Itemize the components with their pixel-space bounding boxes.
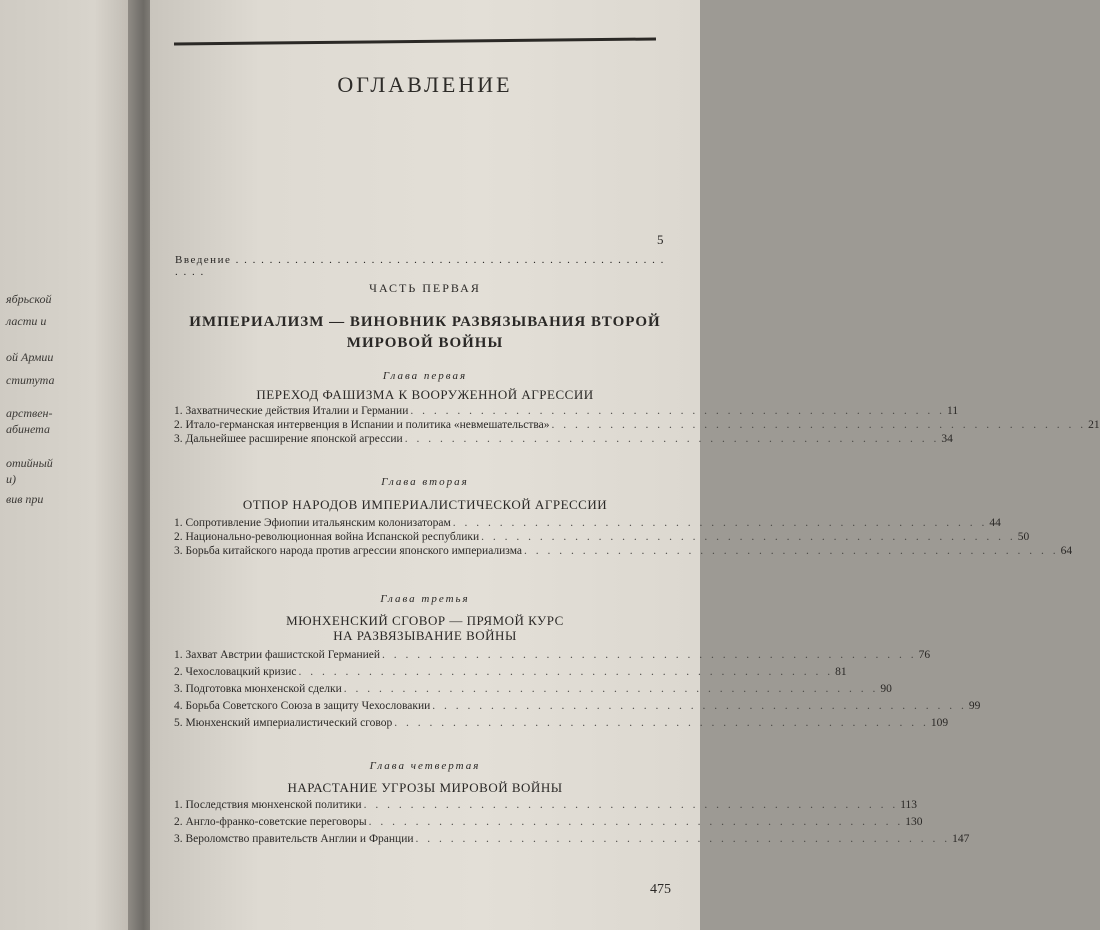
left-page-fragment: ласти и: [6, 314, 47, 328]
leader-dots: . . . . . . . . . . . . . . . . . . . . . . . . . . . . . . . . . . . . . . . . . . . . . .: [382, 649, 917, 661]
entry-title: 1. Захватнические действия Италии и Германии: [174, 405, 409, 417]
entry-title: 3. Подготовка мюнхенской сделки: [174, 683, 342, 695]
left-page-fragment: ой Армии: [6, 350, 54, 364]
entry-title: 3. Борьба китайского народа против агрессии японского империализма: [174, 545, 522, 557]
chapter-title-line: НА РАЗВЯЗЫВАНИЕ ВОЙНЫ: [333, 628, 517, 643]
leader-dots: . . . . . . . . . . . . . . . . . . . . . . . . . . . . . . . . . . . . . . . . . . . . . . . . . . . . . . .: [175, 254, 665, 278]
leader-dots: . . . . . . . . . . . . . . . . . . . . . . . . . . . . . . . . . . . . . . . . . . . . . .: [298, 666, 834, 678]
entry-title: 2. Англо-франко-советские переговоры: [174, 816, 367, 828]
entry-page: 109: [930, 717, 949, 729]
leader-dots: . . . . . . . . . . . . . . . . . . . . . . . . . . . . . . . . . . . . . . . . . . . . . .: [481, 531, 1016, 543]
chapter-label: Глава третья: [380, 593, 470, 605]
contents-page: [150, 0, 1100, 930]
intro-entry: [175, 254, 670, 278]
left-page-fragment: абинета: [6, 422, 50, 436]
top-rule: [174, 37, 656, 45]
entry-page: 90: [880, 683, 892, 695]
toc-entry: [174, 432, 953, 446]
left-page-fragment: и): [6, 472, 16, 486]
toc-entry: [174, 418, 1100, 432]
chapter-entries: [174, 648, 981, 730]
entry-page: 147: [952, 833, 970, 845]
chapter-title: [150, 613, 700, 643]
chapter-label: Глава первая: [382, 370, 468, 382]
entry-page: 34: [941, 433, 953, 445]
toc-entry: [174, 404, 959, 418]
part-label: ЧАСТЬ ПЕРВАЯ: [369, 281, 481, 295]
leader-dots: . . . . . . . . . . . . . . . . . . . . . . . . . . . . . . . . . . . . . . . . . . . . . .: [551, 419, 1087, 431]
intro-label: Введение: [175, 254, 232, 266]
leader-dots: . . . . . . . . . . . . . . . . . . . . . . . . . . . . . . . . . . . . . . . . . . . . . .: [368, 816, 904, 828]
entry-title: 2. Национально-революционная война Испанской республики: [174, 531, 480, 543]
chapter-label: Глава вторая: [381, 476, 469, 488]
leader-dots: . . . . . . . . . . . . . . . . . . . . . . . . . . . . . . . . . . . . . . . . . . . . . .: [343, 683, 879, 695]
entry-page: 50: [1017, 531, 1030, 543]
toc-entry: [174, 798, 918, 812]
leader-dots: . . . . . . . . . . . . . . . . . . . . . . . . . . . . . . . . . . . . . . . . . . . . . .: [404, 433, 940, 445]
toc-entry: [174, 648, 931, 662]
toc-entry: [174, 815, 923, 829]
left-page-fragment: ститута: [6, 373, 55, 387]
chapter-entries: [174, 516, 1073, 558]
leader-dots: . . . . . . . . . . . . . . . . . . . . . . . . . . . . . . . . . . . . . . . . . . . . . .: [410, 405, 945, 417]
toc-entry: [174, 699, 981, 713]
part-title-line: ИМПЕРИАЛИЗМ — ВИНОВНИК РАЗВЯЗЫВАНИЯ ВТОРОЙ: [189, 314, 661, 330]
leader-dots: . . . . . . . . . . . . . . . . . . . . . . . . . . . . . . . . . . . . . . . . . . . . . .: [432, 700, 967, 712]
entry-page: 81: [835, 666, 847, 678]
intro-page-number: 5: [657, 232, 664, 247]
chapter-entries: [174, 798, 970, 846]
entry-page: 44: [989, 517, 1001, 529]
entry-title: 5. Мюнхенский империалистический сговор: [174, 717, 393, 729]
toc-entry: [174, 530, 1030, 544]
toc-entry: [174, 665, 847, 679]
entry-page: 64: [1060, 545, 1073, 557]
chapter-title-line: МЮНХЕНСКИЙ СГОВОР — ПРЯМОЙ КУРС: [286, 613, 564, 628]
entry-title: 2. Итало-германская интервенция в Испании и политика «невмешательства»: [174, 419, 550, 431]
entry-page: 113: [900, 799, 918, 811]
left-page-fragment: отийный: [6, 456, 53, 470]
left-page: [0, 0, 135, 930]
entry-title: 4. Борьба Советского Союза в защиту Чехословакии: [174, 700, 431, 712]
page-number: 475: [650, 882, 671, 897]
chapter-title: ПЕРЕХОД ФАШИЗМА К ВООРУЖЕННОЙ АГРЕССИИ: [256, 387, 594, 402]
toc-entry: [174, 516, 1001, 530]
leader-dots: . . . . . . . . . . . . . . . . . . . . . . . . . . . . . . . . . . . . . . . . . . . . . .: [363, 799, 899, 811]
chapter-title: ОТПОР НАРОДОВ ИМПЕРИАЛИСТИЧЕСКОЙ АГРЕССИИ: [242, 497, 608, 512]
entry-title: 1. Захват Австрии фашистской Германией: [174, 649, 381, 661]
entry-page: 130: [905, 816, 923, 828]
part-title: [150, 312, 700, 354]
leader-dots: . . . . . . . . . . . . . . . . . . . . . . . . . . . . . . . . . . . . . . . . . . . . . .: [452, 517, 988, 529]
entry-title: 2. Чехословацкий кризис: [174, 666, 297, 678]
toc-entry: [174, 832, 970, 846]
left-page-fragment: вив при: [6, 492, 44, 506]
left-page-fragment: ябрьской: [6, 292, 52, 306]
page-title: ОГЛАВЛЕНИЕ: [337, 72, 513, 97]
leader-dots: . . . . . . . . . . . . . . . . . . . . . . . . . . . . . . . . . . . . . . . . . . . . . .: [394, 717, 929, 729]
entry-title: 1. Последствия мюнхенской политики: [174, 799, 362, 811]
entry-title: 1. Сопротивление Эфиопии итальянским колонизаторам: [174, 517, 451, 529]
entry-page: 76: [918, 649, 931, 661]
entry-title: 3. Дальнейшее расширение японской агрессии: [174, 433, 403, 445]
chapter-title: НАРАСТАНИЕ УГРОЗЫ МИРОВОЙ ВОЙНЫ: [287, 780, 563, 795]
leader-dots: . . . . . . . . . . . . . . . . . . . . . . . . . . . . . . . . . . . . . . . . . . . . . .: [524, 545, 1059, 557]
leader-dots: . . . . . . . . . . . . . . . . . . . . . . . . . . . . . . . . . . . . . . . . . . . . . .: [415, 833, 951, 845]
part-title-line: МИРОВОЙ ВОЙНЫ: [346, 335, 504, 351]
entry-page: 99: [968, 700, 981, 712]
entry-page: 11: [947, 405, 959, 417]
chapter-label: Глава четвертая: [369, 760, 481, 772]
entry-title: 3. Вероломство правительств Англии и Франции: [174, 833, 414, 845]
entry-page: 21: [1088, 419, 1100, 431]
left-page-fragment: арствен-: [6, 406, 53, 420]
chapter-entries: [174, 404, 1100, 446]
toc-entry: [174, 716, 949, 730]
toc-entry: [174, 682, 892, 696]
toc-entry: [174, 544, 1073, 558]
